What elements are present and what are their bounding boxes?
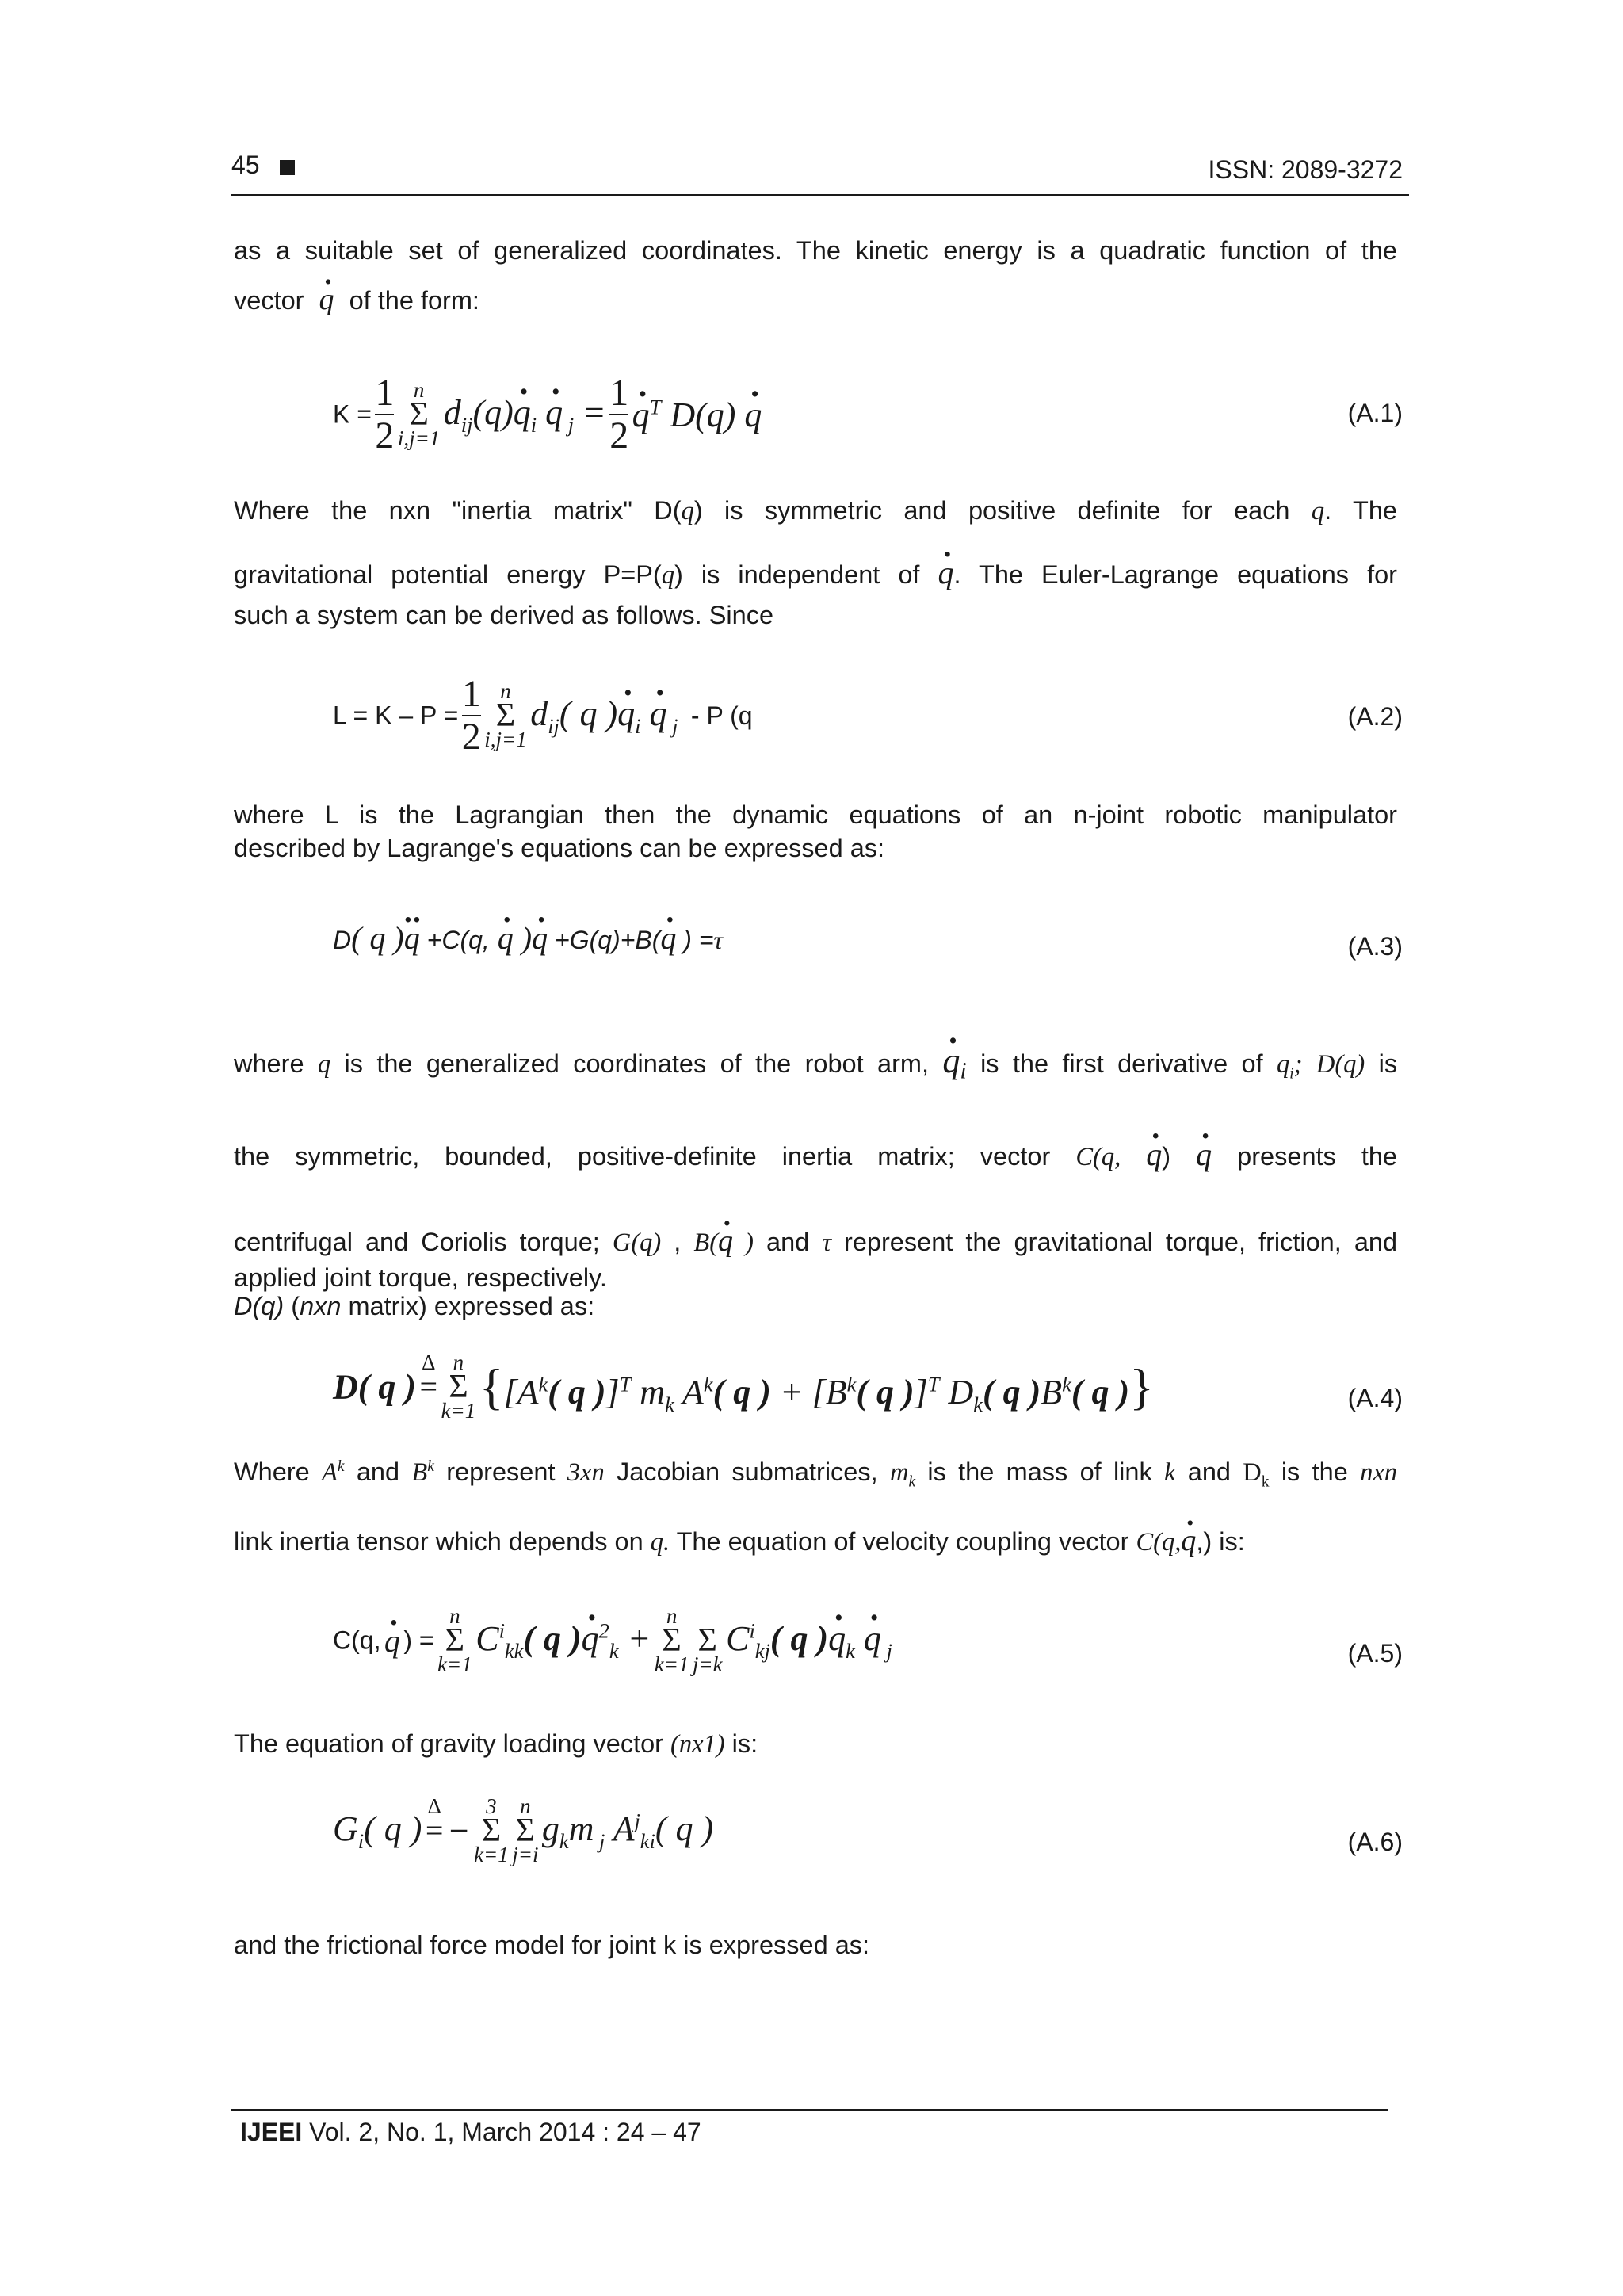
equation-a4-number: (A.4): [1347, 1384, 1403, 1412]
paragraph-2-line-2: gravitational potential energy P=P(q) is independent of . q. The Euler-Lagrange equations for: [234, 556, 1397, 592]
footer-rule: [231, 2109, 1388, 2111]
paragraph-5-line-2: link inertia tensor which depends on q. The equation of velocity coupling vector C(q,. q,) is:: [234, 1525, 1245, 1559]
paragraph-2-line-1: Where the nxn "inertia matrix" D(q) is symmetric and positive definite for each q. The: [234, 496, 1397, 525]
equation-a2: L = K – P = $\frac{1}{2}$ n Σ i,j=1 $d_{ij}$( q ). $q_i$ . q $_j$ - P (q (A.2): [0, 674, 1623, 761]
equation-a6-number: (A.6): [1347, 1828, 1403, 1856]
equation-a1-number: (A.1): [1347, 399, 1403, 427]
header-square-icon: [280, 160, 295, 175]
paragraph-4-line-3: centrifugal and Coriolis torque; G(q) , B(. q ) and τ represent the gravitational torque, friction, and: [234, 1225, 1397, 1259]
paragraph-4-line-5: D(q) (nxn matrix) expressed as:: [234, 1292, 595, 1320]
paragraph-5-line-1: Where $A^k$ and $B^k$ represent 3xn Jacobian submatrices, $m_k$ is the mass of link k and $D_k$ is the nxn: [234, 1457, 1398, 1491]
paragraph-1-line-1: as a suitable set of generalized coordinates. The kinetic energy is a quadratic function of the: [234, 236, 1397, 265]
issn: ISSN: 2089-3272: [1208, 155, 1403, 184]
footer-citation: IJEEI Vol. 2, No. 1, March 2014 : 24 – 47: [240, 2118, 701, 2146]
equation-a5-number: (A.5): [1347, 1639, 1403, 1668]
paragraph-2-line-3: such a system can be derived as follows. Since: [234, 601, 774, 629]
equation-a1: K = $\frac{1}{2}$ n Σ i,j=1 $d_{ij}(q)$. $q_i$ . q $_j$ = $\frac{1}{2}$ . $q^T$ D(q) . q (A.1): [0, 372, 1623, 460]
paragraph-1-line-2: vector . q of the form:: [234, 284, 479, 317]
paragraph-7: and the frictional force model for joint k is expressed as:: [234, 1931, 870, 1959]
paragraph-4-line-2: the symmetric, bounded, positive-definite inertia matrix; vector C(q, . q) . q presents the: [234, 1138, 1397, 1174]
paragraph-3-line-2: described by Lagrange's equations can be expressed as:: [234, 834, 885, 862]
paragraph-3-line-1: where L is the Lagrangian then the dynamic equations of an n-joint robotic manipulator: [234, 800, 1397, 829]
page-number: 45: [231, 151, 260, 179]
equation-a3-number: (A.3): [1347, 932, 1403, 961]
equation-a4: D( q ) Δ = n Σ k=1 {[$A^k$( q )]$^T$ $m_k$ $A^k$( q ) + [$B^k$( q )]$^T$ $D_k$( q )$B^k$( q )} (A.4): [333, 1350, 1403, 1423]
equation-a6: $G_i$( q ) Δ = − 3 Σ k=1 n Σ j=i $g_km$ $_j$ $A^j_{ki}$( q ) (A.6): [333, 1794, 1403, 1866]
equation-a2-number: (A.2): [1347, 702, 1403, 731]
header-rule: [231, 194, 1409, 196]
equation-a5: C(q, . q ) = n Σ k=1 $C^i_{kk}$( q ). $q^2_k$ + n Σ k=1 Σ j=k $C^i_{kj}$( q ). $q_k$ . q $_j$ (A.5): [0, 1606, 1623, 1701]
paragraph-4-line-4: applied joint torque, respectively.: [234, 1263, 607, 1292]
equation-a3: D( q ).. q +C(q, . q ). q +G(q)+B(. q ) =τ (A.3): [0, 919, 1623, 983]
paragraph-4-line-1: where q is the generalized coordinates of the robot arm, . $q_i$ is the first derivative of $q_i$; D(q) is: [234, 1045, 1397, 1091]
paragraph-6: The equation of gravity loading vector (nx1) is:: [234, 1729, 758, 1759]
